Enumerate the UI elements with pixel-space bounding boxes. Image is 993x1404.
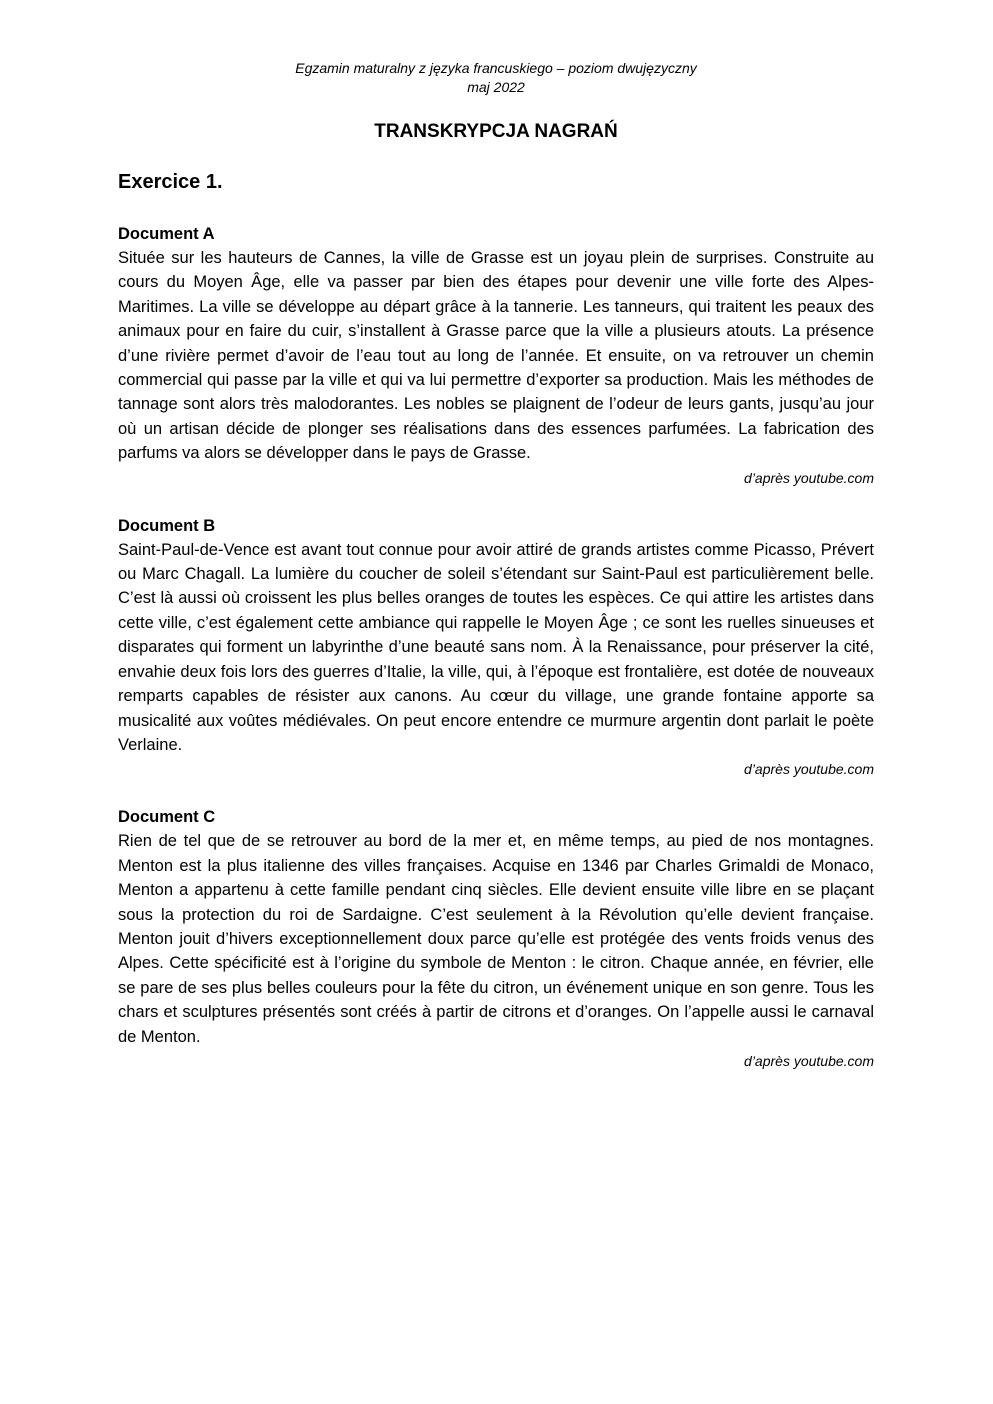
- document-b-text: Saint-Paul-de-Vence est avant tout connue pour avoir attiré de grands artistes comme Picasso, Prévert ou Marc Chagall. La lumière du coucher de soleil s’étendant sur Saint-Paul est particulièrement belle. C’est là aussi où croissent les plus belles oranges de toutes les espèces. Ce qui attire les artistes dans cette ville, c’est également cette ambiance qui rappelle le Moyen Âge ; ce sont les ruelles sinueuses et disparates qui forment un labyrinthe d’une beauté sans nom. À la Renaissance, pour préserver la cité, envahie deux fois lors des guerres d’Italie, la ville, qui, à l’époque est frontalière, est dotée de nouveaux remparts capables de résister aux canons. Au cœur du village, une grande fontaine apporte sa musicalité aux voûtes médiévales. On peut encore entendre ce murmure argentin dont parlait le poète Verlaine.: [118, 540, 874, 754]
- document-b-source: d’après youtube.com: [744, 761, 874, 778]
- page: [118, 0, 874, 1071]
- document-a-title: Document A: [118, 225, 215, 243]
- document-c-text: Rien de tel que de se retrouver au bord de la mer et, en même temps, au pied de nos montagnes. Menton est la plus italienne des villes françaises. Acquise en 1346 par Charles Grimaldi de Monaco, Menton a appartenu à cette famille pendant cinq siècles. Elle devient ensuite ville libre en se plaçant sous la protection du roi de Sardaigne. C’est seulement à la Révolution qu’elle devient française. Menton jouit d’hivers exceptionnellement doux parce qu’elle est protégée des vents froids venus des Alpes. Cette spécificité est à l’origine du symbole de Menton : le citron. Chaque année, en février, elle se pare de ses plus belles couleurs pour la fête du citron, un événement unique en son genre. Tous les chars et sculptures présentés sont créés à partir de citrons et d’oranges. On l’appelle aussi le carnaval de Menton.: [118, 832, 874, 1046]
- exam-header: [118, 59, 874, 97]
- page-title: TRANSKRYPCJA NAGRAŃ: [374, 121, 618, 142]
- document-b: [118, 514, 874, 780]
- exam-header-title: Egzamin maturalny z języka francuskiego – poziom dwujęzyczny: [295, 60, 697, 76]
- exercise-heading: Exercice 1.: [118, 171, 223, 193]
- document-c: [118, 805, 874, 1071]
- document-c-title: Document C: [118, 808, 216, 827]
- document-a-text: Située sur les hauteurs de Cannes, la ville de Grasse est un joyau plein de surprises. Construite au cours du Moyen Âge, elle va passer par bien des étapes pour devenir une ville forte des Alpes-Maritimes. La ville se développe au départ grâce à la tannerie. Les tanneurs, qui traitent les peaux des animaux pour en faire du cuir, s’installent à Grasse parce que la ville a plusieurs atouts. La présence d’une rivière permet d’avoir de l’eau tout au long de l’année. Et ensuite, on va retrouver un chemin commercial qui passe par la ville et qui va lui permettre d’exporter sa production. Mais les méthodes de tannage sont alors très malodorantes. Les nobles se plaignent de l’odeur de leurs gants, jusqu’au jour où un artisan décide de plonger ses réalisations dans des essences parfumées. La fabrication des parfums va alors se développer dans le pays de Grasse.: [118, 249, 874, 463]
- document-c-source: d’après youtube.com: [744, 1052, 874, 1069]
- document-a-source: d’après youtube.com: [744, 469, 874, 486]
- exam-header-date: maj 2022: [467, 79, 525, 95]
- document-b-title: Document B: [118, 516, 216, 535]
- document-a: [118, 222, 874, 488]
